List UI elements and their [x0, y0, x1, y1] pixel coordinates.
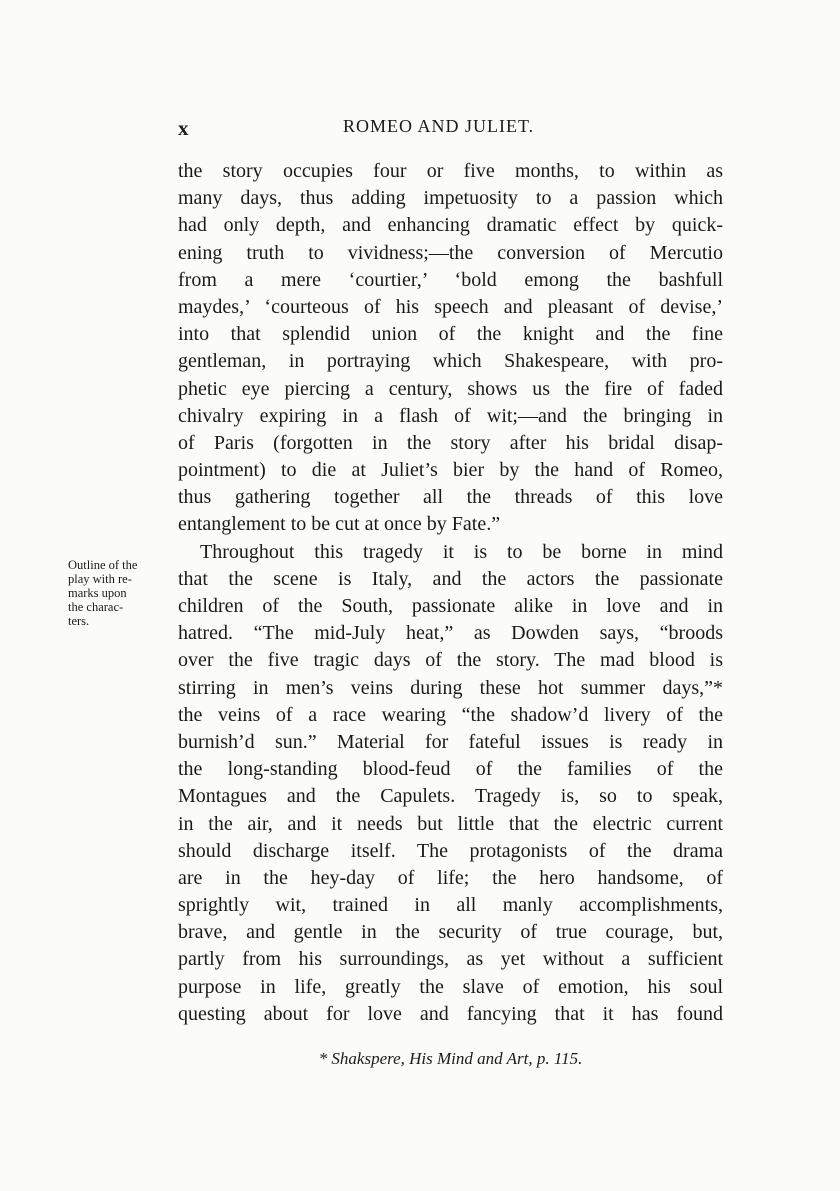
text-line: stirring in men’s veins during these hot summer days,”* — [178, 676, 723, 699]
text-line: children of the South, passionate alike in love and in — [178, 595, 723, 617]
text-line: the long-standing blood-feud of the families of the — [178, 758, 723, 781]
text-line: questing about for love and fancying that it has found — [178, 1002, 723, 1025]
text-line: into that splendid union of the knight and the fine — [178, 323, 723, 346]
text-line: the veins of a race wearing “the shadow’d livery of the — [178, 703, 723, 726]
text-line: brave, and gentle in the security of true courage, but, — [178, 921, 723, 944]
text-line: over the five tragic days of the story. The mad blood is — [178, 649, 723, 672]
text-line: partly from his surroundings, as yet without a sufficient — [178, 948, 723, 971]
text-line: from a mere ‘courtier,’ ‘bold emong the bashfull — [178, 268, 723, 291]
margin-note-line: play with re- — [68, 572, 132, 586]
text-line: the story occupies four or five months, to within as — [178, 160, 723, 182]
text-line: that the scene is Italy, and the actors the passionate — [178, 567, 723, 590]
text-line: maydes,’ ‘courteous of his speech and pleasant of devise,’ — [178, 295, 723, 318]
paragraph-end-line: entanglement to be cut at once by Fate.” — [178, 513, 501, 536]
text-line: burnish’d sun.” Material for fateful issues is ready in — [178, 730, 723, 753]
margin-note-line: the charac- — [68, 600, 124, 614]
margin-note — [68, 558, 180, 628]
page-number: x — [178, 116, 190, 140]
margin-note-line: Outline of the — [68, 558, 138, 572]
body-text — [178, 158, 723, 1028]
text-line: in the air, and it needs but little that the electric current — [178, 812, 723, 835]
text-line: sprightly wit, trained in all manly accomplishments, — [178, 894, 723, 917]
text-line: chivalry expiring in a flash of wit;—and the bringing in — [178, 404, 723, 427]
margin-note-line: marks upon — [68, 586, 127, 600]
text-line: ening truth to vividness;—the conversion of Mercutio — [178, 241, 723, 264]
margin-note-line: ters. — [68, 614, 90, 628]
text-line: had only depth, and enhancing dramatic effect by quick- — [178, 214, 723, 237]
text-line: should discharge itself. The protagonists of the drama — [178, 839, 723, 862]
page-header — [178, 116, 723, 142]
text-line: many days, thus adding impetuosity to a passion which — [178, 187, 723, 210]
text-line: are in the hey-day of life; the hero handsome, of — [178, 866, 723, 889]
text-line: phetic eye piercing a century, shows us the fire of faded — [178, 377, 723, 400]
text-line: of Paris (forgotten in the story after his bridal disap- — [178, 431, 723, 454]
footnote: * Shakspere, His Mind and Art, p. 115. — [318, 1049, 583, 1068]
text-line: pointment) to die at Juliet’s bier by the hand of Romeo, — [178, 459, 723, 482]
text-line: purpose in life, greatly the slave of emotion, his soul — [178, 975, 723, 998]
running-title: ROMEO AND JULIET. — [343, 116, 535, 136]
text-line: thus gathering together all the threads of this love — [178, 486, 723, 509]
text-line: gentleman, in portraying which Shakespeare, with pro- — [178, 350, 723, 373]
text-line: hatred. “The mid-July heat,” as Dowden says, “broods — [178, 622, 723, 645]
text-line: Montagues and the Capulets. Tragedy is, so to speak, — [178, 785, 723, 808]
paragraph-start-line: Throughout this tragedy it is to be borne in mind — [200, 540, 723, 563]
